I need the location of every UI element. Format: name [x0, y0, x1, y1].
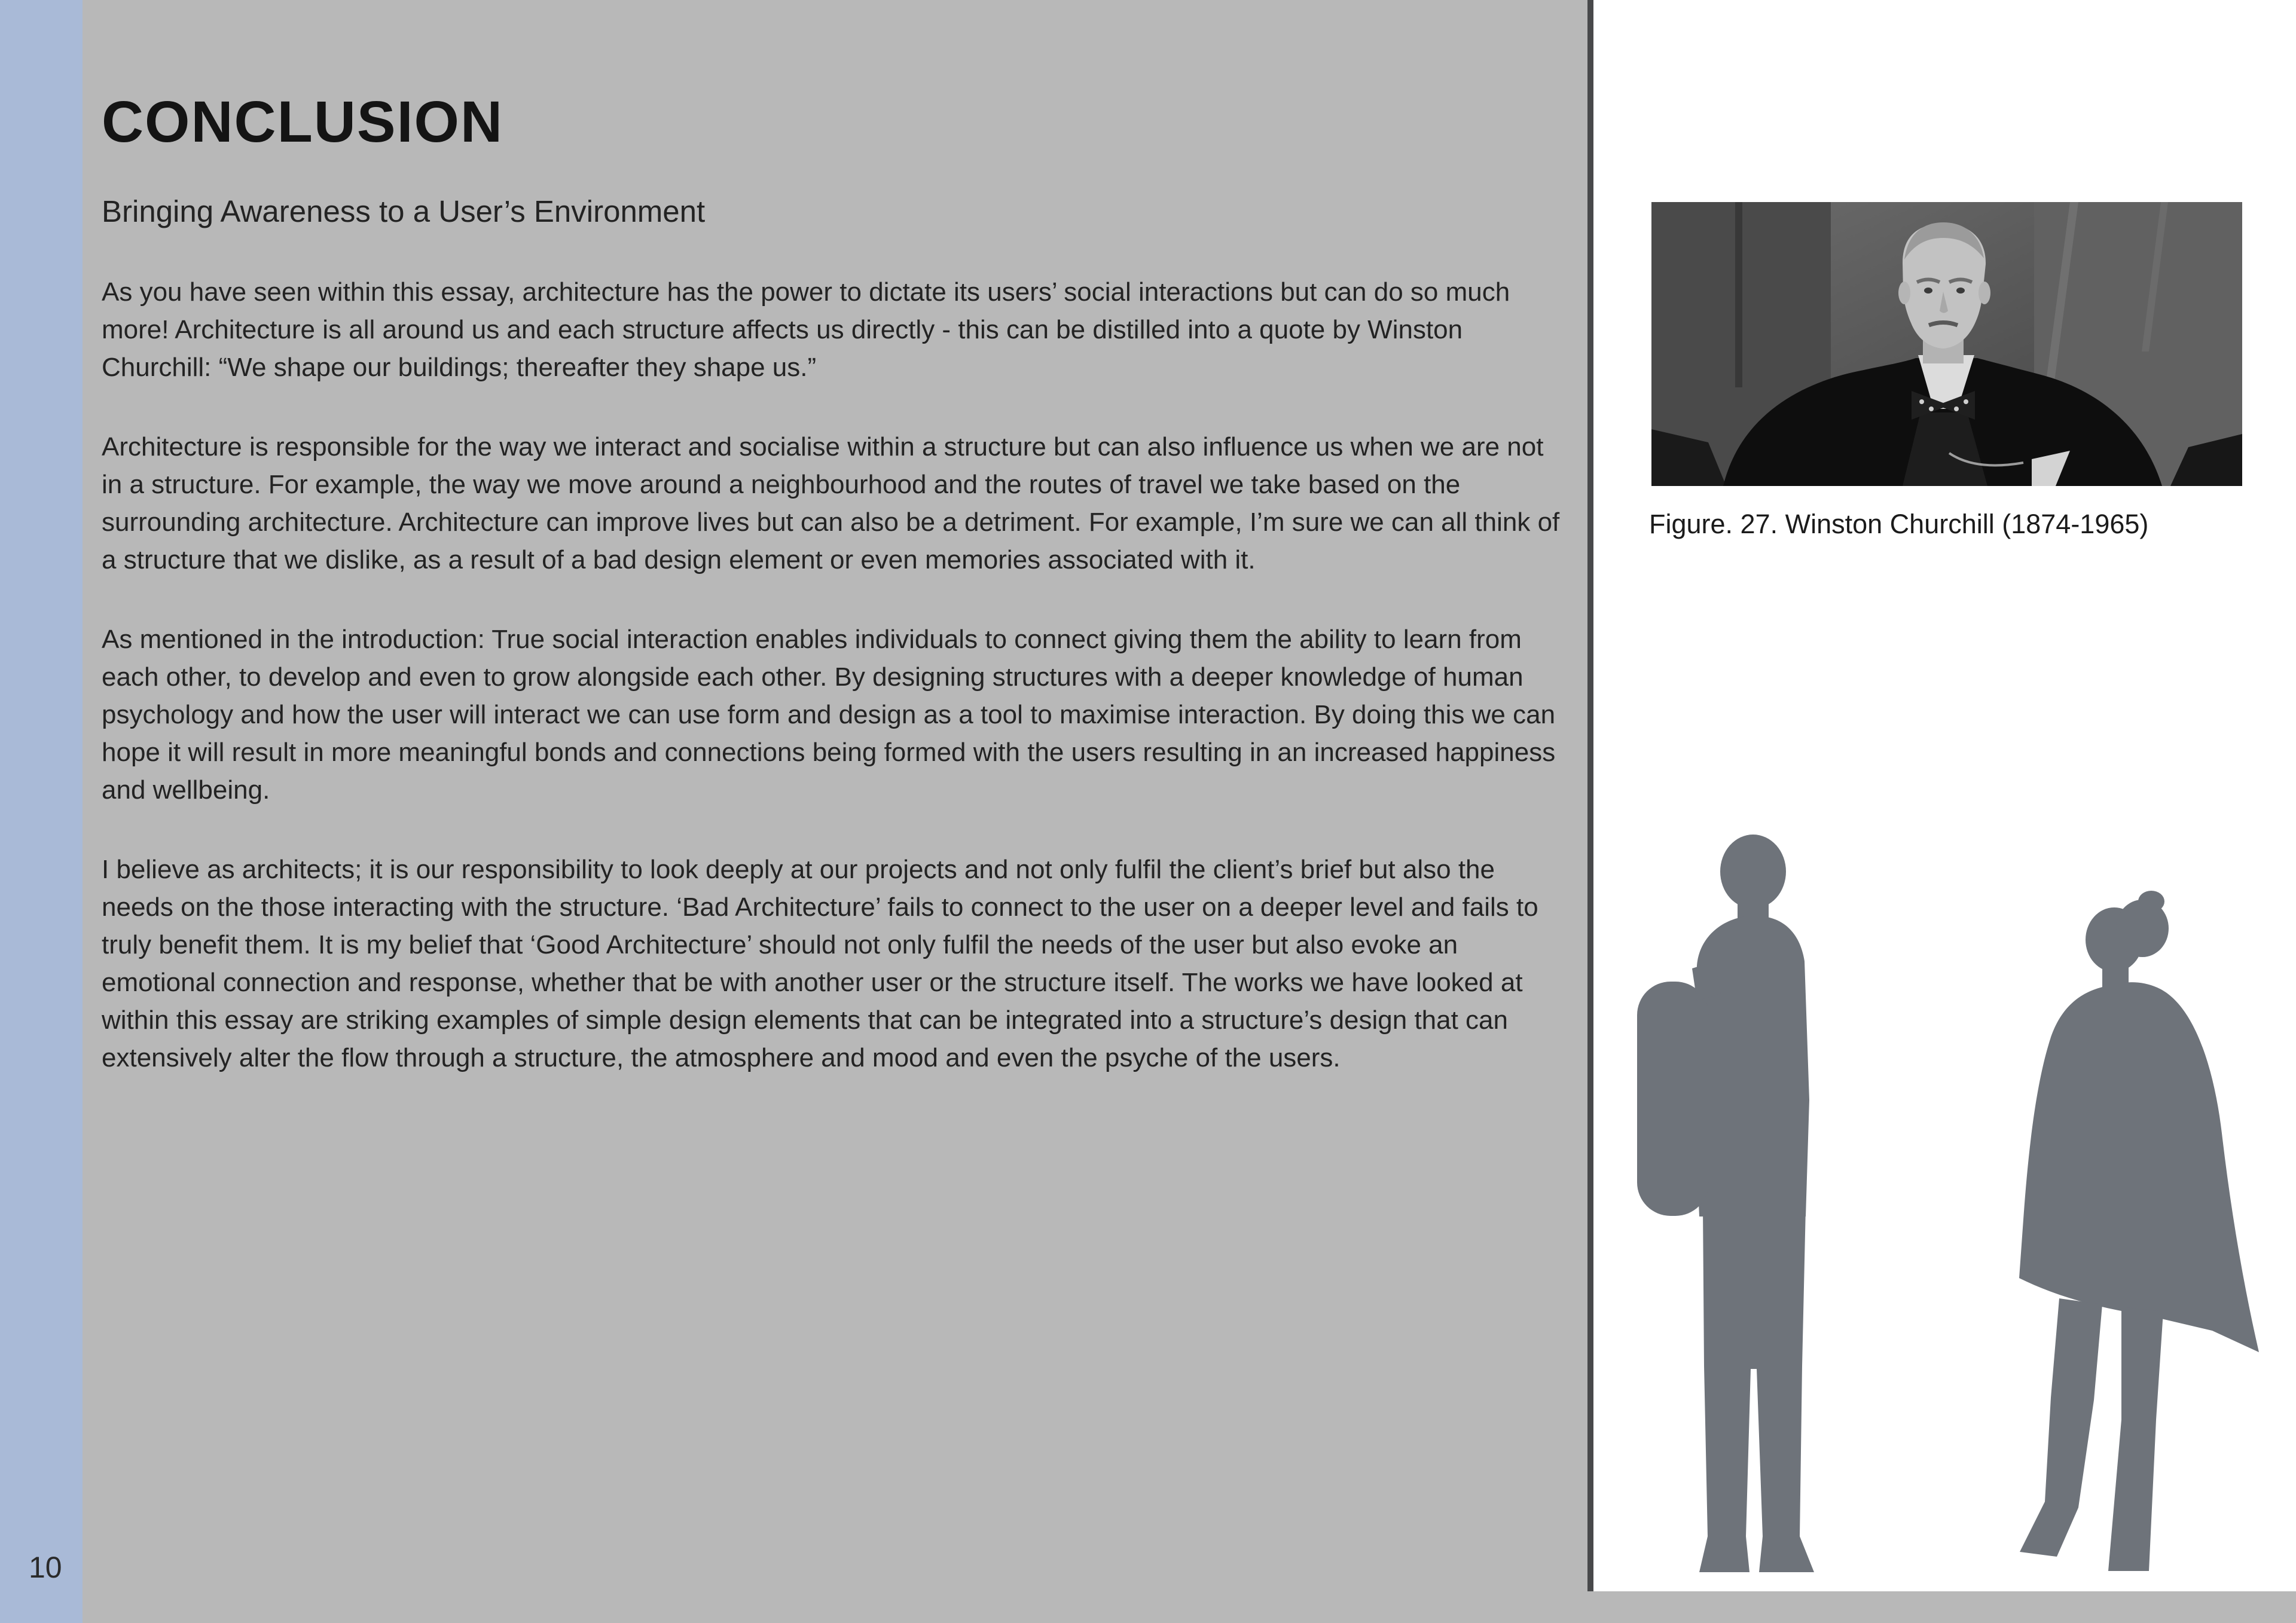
bottom-strip [1587, 1591, 2296, 1623]
essay-paragraph: As mentioned in the introduction: True social interaction enables individuals to connect giving them the ability to learn from each other, to develop and even to grow alongside each other. By designing structures with a deeper knowledge of human psychology and how the user will interact we can use form and design as a tool to maximise interaction. By doing this we can hope it will result in more meaningful bonds and connections being formed with the users resulting in an increased happiness and wellbeing. [102, 625, 1556, 805]
column-divider-rule [1587, 0, 1593, 1591]
section-subtitle: Bringing Awareness to a User’s Environment [102, 194, 706, 228]
churchill-portrait-photo [1651, 202, 2242, 486]
figure-caption: Figure. 27. Winston Churchill (1874-1965) [1649, 509, 2149, 539]
page-number: 10 [29, 1551, 62, 1584]
accent-stripe [0, 0, 83, 1623]
essay-paragraph: As you have seen within this essay, architecture has the power to dictate its users’ social interactions but can do so much more! Architecture is all around us and each structure affects us directly - this can be distilled into a quote by Winston Churchill: “We shape our buildings; thereafter they shape us.” [102, 277, 1510, 382]
essay-paragraph: Architecture is responsible for the way we interact and socialise within a structure but can also influence us when we are not in a structure. For example, the way we move around a neighbourhood and the routes of travel we take based on the surrounding architecture. Architecture can improve lives but can also be a detriment. For example, I’m sure we can all think of a structure that we dislike, as a result of a bad design element or even memories associated with it. [102, 432, 1560, 574]
two-people-talking-graphic [1602, 825, 2290, 1593]
essay-paragraph: I believe as architects; it is our responsibility to look deeply at our projects and not only fulfil the client’s brief but also the needs on the those interacting with the structure. ‘Bad Architecture’ fails to connect to the user on a deeper level and fails to truly benefit them. It is my belief that ‘Good Architecture’ should not only fulfil the needs of the user but also evoke an emotional connection and response, whether that be with another user or the structure itself. The works we have looked at within this essay are striking examples of simple design elements that can be integrated into a structure’s design that can extensively alter the flow through a structure, the atmosphere and mood and even the psyche of the users. [102, 855, 1538, 1072]
people-silhouettes-illustration [1602, 825, 2290, 1593]
essay-column [102, 88, 1564, 1118]
man-silhouette [1637, 835, 1814, 1572]
woman-silhouette [2019, 891, 2259, 1571]
figure-panel [1593, 0, 2296, 1591]
section-title: CONCLUSION [102, 89, 504, 154]
churchill-portrait-graphic [1651, 202, 2242, 486]
